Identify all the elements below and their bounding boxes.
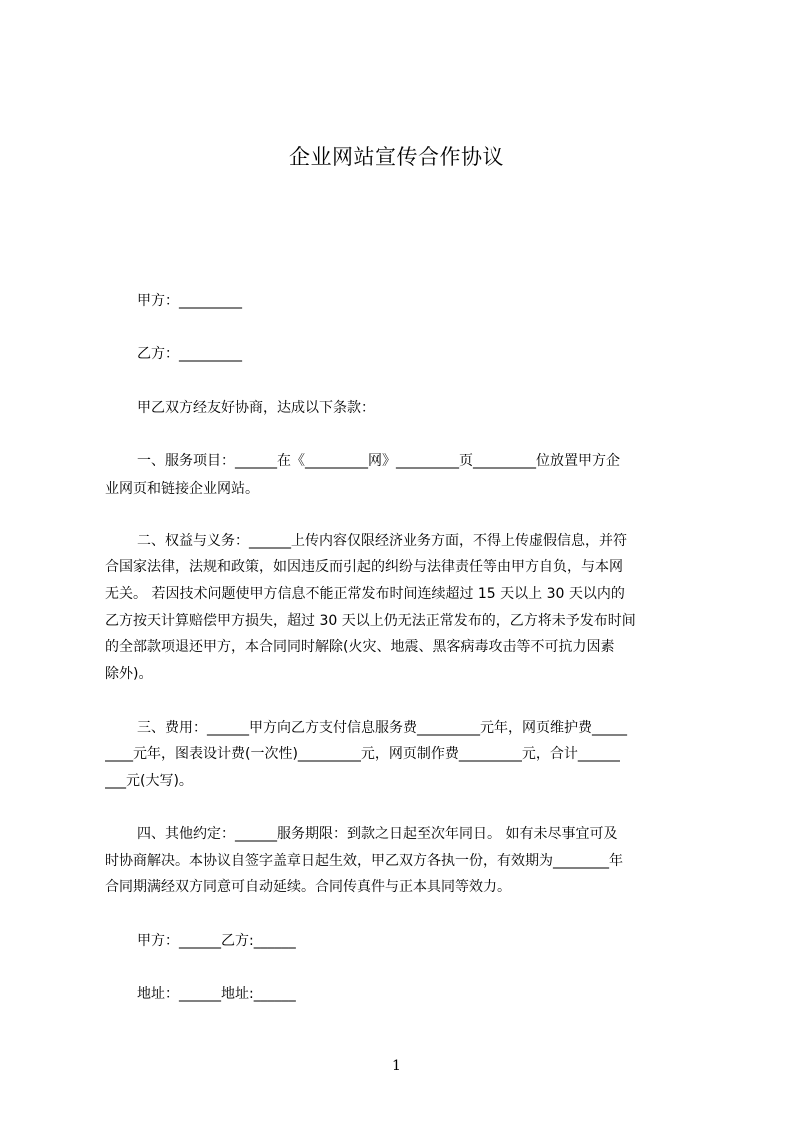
clause4-line3: 合同期满经双方同意可自动延续。合同传真件与正本具同等效力。 bbox=[105, 879, 511, 895]
clause2-line4: 乙方按天计算赔偿甲方损失，超过 30 天以上仍无法正常发布的，乙方将未予发布时间 bbox=[105, 613, 636, 629]
clause2-line5: 的全部款项退还甲方，本合同同时解除(火灾、地震、黑客病毒攻击等不可抗力因素 bbox=[105, 639, 615, 655]
clause3-line1: 三、费用：______甲方向乙方支付信息服务费_________元年，网页维护费_____ bbox=[137, 720, 627, 736]
clause2-line3: 无关。 若因技术问题使甲方信息不能正常发布时间连续超过 15 天以上 30 天以内的 bbox=[105, 586, 625, 602]
address-line: 地址：______地址:______ bbox=[137, 986, 296, 1002]
signature-line: 甲方：______乙方:______ bbox=[137, 933, 296, 949]
clause3-line2: ____元年，图表设计费(一次性)_________元，网页制作费_________元，合计______ bbox=[105, 746, 620, 762]
clause4-line1: 四、其他约定：______服务期限：到款之日起至次年同日。 如有未尽事宜可及 bbox=[137, 826, 618, 842]
party-b-line: 乙方：_________ bbox=[137, 346, 242, 362]
document-title: 企业网站宣传合作协议 bbox=[289, 145, 504, 169]
clause3-line3: ___元(大写)。 bbox=[105, 773, 193, 789]
clause1-line2: 业网页和链接企业网站。 bbox=[105, 481, 259, 497]
party-a-line: 甲方：_________ bbox=[137, 293, 242, 309]
intro-line: 甲乙双方经友好协商，达成以下条款： bbox=[137, 400, 375, 416]
page-number: 1 bbox=[392, 1058, 401, 1074]
clause2-line2: 合国家法律，法规和政策，如因违反而引起的纠纷与法律责任等由甲方自负，与本网 bbox=[105, 559, 623, 575]
clause2-line1: 二、权益与义务：______上传内容仅限经济业务方面，不得上传虚假信息，并符 bbox=[137, 533, 627, 549]
clause2-line6: 除外)。 bbox=[105, 666, 153, 682]
clause1-line1: 一、服务项目：______在《_________网》_________页_________位放置甲方企 bbox=[137, 453, 620, 469]
clause4-line2: 时协商解决。本协议自签字盖章日起生效，甲乙双方各执一份，有效期为________年 bbox=[105, 853, 623, 869]
